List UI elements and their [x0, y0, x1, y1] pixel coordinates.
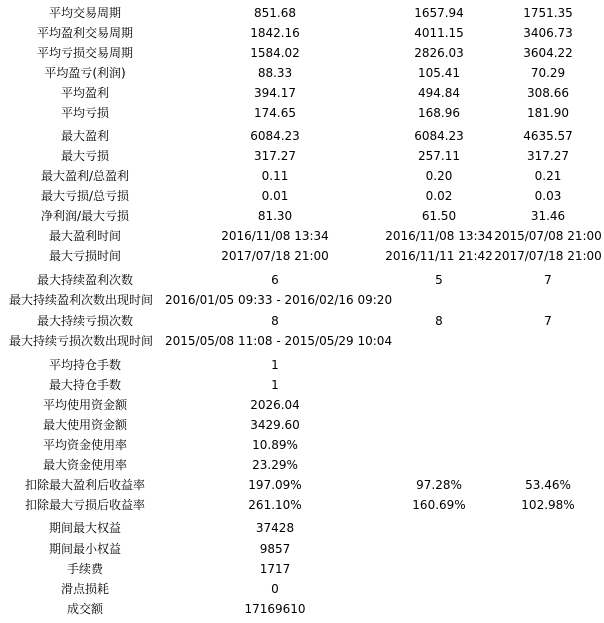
row-label: 平均亏损交易周期 [36, 46, 133, 60]
row-label: 最大使用资金额 [42, 418, 127, 432]
value-short: 2015/07/08 21:00 [494, 229, 602, 243]
row-label: 平均交易周期 [48, 6, 121, 20]
table-row [0, 226, 604, 246]
value-all: 8 [271, 314, 279, 328]
row-label: 最大亏损 [60, 149, 109, 163]
value-long: 168.96 [418, 106, 460, 120]
value-short: 3604.22 [523, 46, 573, 60]
row-label: 最大盈利 [60, 129, 109, 143]
table-row [0, 246, 604, 266]
value-long: 2016/11/11 21:42 [385, 249, 493, 263]
value-all: 23.29% [252, 458, 298, 472]
value-all: 1842.16 [250, 26, 300, 40]
value-all: 6 [271, 273, 279, 287]
value-all: 1 [271, 378, 279, 392]
value-long: 97.28% [416, 478, 462, 492]
table-row [0, 206, 604, 226]
row-label: 期间最大权益 [48, 521, 121, 535]
table-row [0, 475, 604, 495]
value-long: 61.50 [421, 209, 457, 223]
value-short: 1751.35 [523, 6, 573, 20]
value-all: 88.33 [257, 66, 293, 80]
value-short: 308.66 [527, 86, 569, 100]
value-all: 0 [271, 582, 279, 596]
value-long [380, 290, 498, 310]
value-short [494, 539, 602, 559]
row-label: 平均使用资金额 [42, 398, 127, 412]
value-long [380, 599, 498, 619]
table-row [0, 146, 604, 166]
value-all: 2016/11/08 13:34 [221, 229, 329, 243]
value-long: 2016/11/08 13:34 [385, 229, 493, 243]
value-short [494, 559, 602, 579]
table-row [0, 83, 604, 103]
value-short [494, 290, 602, 310]
value-short: 181.90 [527, 106, 569, 120]
table-row [0, 103, 604, 123]
row-label: 最大盈利时间 [48, 229, 121, 243]
value-long: 0.02 [425, 189, 453, 203]
value-long: 5 [435, 273, 443, 287]
value-short [494, 579, 602, 599]
value-all: 2017/07/18 21:00 [221, 249, 329, 263]
table-row [0, 23, 604, 43]
table-row [0, 270, 604, 290]
row-label: 最大资金使用率 [42, 458, 127, 472]
row-label: 最大持续盈利次数 [36, 273, 133, 287]
row-label: 平均持仓手数 [48, 358, 121, 372]
value-short [494, 395, 602, 415]
value-long [380, 539, 498, 559]
value-long: 105.41 [418, 66, 460, 80]
value-all: 1584.02 [250, 46, 300, 60]
value-short [494, 415, 602, 435]
table-row [0, 126, 604, 146]
value-long [380, 331, 498, 351]
table-row [0, 311, 604, 331]
row-label: 手续费 [66, 562, 103, 576]
value-all: 81.30 [257, 209, 293, 223]
value-all: 261.10% [248, 498, 302, 512]
value-long [380, 395, 498, 415]
value-short [494, 355, 602, 375]
value-all: 17169610 [244, 602, 306, 616]
table-row [0, 290, 604, 310]
value-long: 4011.15 [414, 26, 464, 40]
value-short [494, 331, 602, 351]
value-short: 4635.57 [523, 129, 573, 143]
value-short: 0.21 [534, 169, 562, 183]
value-short [494, 435, 602, 455]
value-long [380, 435, 498, 455]
row-label: 最大盈利/总盈利 [40, 169, 130, 183]
table-row [0, 435, 604, 455]
value-long [380, 579, 498, 599]
row-label: 最大持续亏损次数 [36, 314, 133, 328]
value-short: 317.27 [527, 149, 569, 163]
table-row [0, 559, 604, 579]
value-short: 31.46 [530, 209, 566, 223]
value-all: 1717 [259, 562, 291, 576]
value-short: 53.46% [525, 478, 571, 492]
value-long [380, 455, 498, 475]
table-row [0, 3, 604, 23]
row-label: 最大亏损/总亏损 [40, 189, 130, 203]
table-row [0, 375, 604, 395]
value-short [494, 455, 602, 475]
value-short: 0.03 [534, 189, 562, 203]
value-long: 1657.94 [414, 6, 464, 20]
table-row [0, 43, 604, 63]
value-all: 197.09% [248, 478, 302, 492]
value-short [494, 518, 602, 538]
value-long [380, 355, 498, 375]
table-row [0, 518, 604, 538]
value-short: 102.98% [521, 498, 575, 512]
table-row [0, 166, 604, 186]
table-row [0, 599, 604, 619]
value-all: 9857 [259, 542, 291, 556]
value-short: 2017/07/18 21:00 [494, 249, 602, 263]
row-label: 扣除最大盈利后收益率 [24, 478, 145, 492]
value-long: 6084.23 [414, 129, 464, 143]
value-all: 317.27 [254, 149, 296, 163]
value-all: 2016/01/05 09:33 - 2016/02/16 09:20 [165, 293, 393, 307]
value-all: 0.01 [261, 189, 289, 203]
value-all: 3429.60 [250, 418, 300, 432]
table-row [0, 539, 604, 559]
row-label: 最大亏损时间 [48, 249, 121, 263]
row-label: 平均盈利交易周期 [36, 26, 133, 40]
table-row [0, 63, 604, 83]
table-row [0, 186, 604, 206]
value-long: 8 [435, 314, 443, 328]
row-label: 滑点损耗 [60, 582, 109, 596]
value-long: 494.84 [418, 86, 460, 100]
value-all: 37428 [255, 521, 295, 535]
value-long [380, 375, 498, 395]
value-long [380, 559, 498, 579]
value-short: 7 [544, 273, 552, 287]
value-short [494, 375, 602, 395]
value-short: 3406.73 [523, 26, 573, 40]
row-label: 最大持续亏损次数出现时间 [8, 334, 153, 348]
value-short [494, 599, 602, 619]
row-label: 最大持续盈利次数出现时间 [8, 293, 153, 307]
value-all: 10.89% [252, 438, 298, 452]
value-all: 174.65 [254, 106, 296, 120]
value-all: 394.17 [254, 86, 296, 100]
row-label: 净利润/最大亏损 [40, 209, 130, 223]
value-short: 7 [544, 314, 552, 328]
value-long: 2826.03 [414, 46, 464, 60]
row-label: 最大持仓手数 [48, 378, 121, 392]
value-long [380, 415, 498, 435]
row-label: 平均亏损 [60, 106, 109, 120]
table-row [0, 355, 604, 375]
row-label: 平均资金使用率 [42, 438, 127, 452]
value-long: 0.20 [425, 169, 453, 183]
value-all: 0.11 [261, 169, 289, 183]
row-label: 期间最小权益 [48, 542, 121, 556]
table-row [0, 331, 604, 351]
row-label: 平均盈亏(利润) [44, 66, 126, 80]
row-label: 成交额 [66, 602, 103, 616]
table-row [0, 415, 604, 435]
value-all: 1 [271, 358, 279, 372]
table-row [0, 579, 604, 599]
row-label: 扣除最大亏损后收益率 [24, 498, 145, 512]
table-row [0, 455, 604, 475]
value-long: 257.11 [418, 149, 460, 163]
value-all: 6084.23 [250, 129, 300, 143]
value-long: 160.69% [412, 498, 466, 512]
value-long [380, 518, 498, 538]
value-all: 2026.04 [250, 398, 300, 412]
table-row [0, 495, 604, 515]
row-label: 平均盈利 [60, 86, 109, 100]
value-all: 2015/05/08 11:08 - 2015/05/29 10:04 [165, 334, 393, 348]
table-row [0, 395, 604, 415]
value-short: 70.29 [530, 66, 566, 80]
value-all: 851.68 [254, 6, 296, 20]
